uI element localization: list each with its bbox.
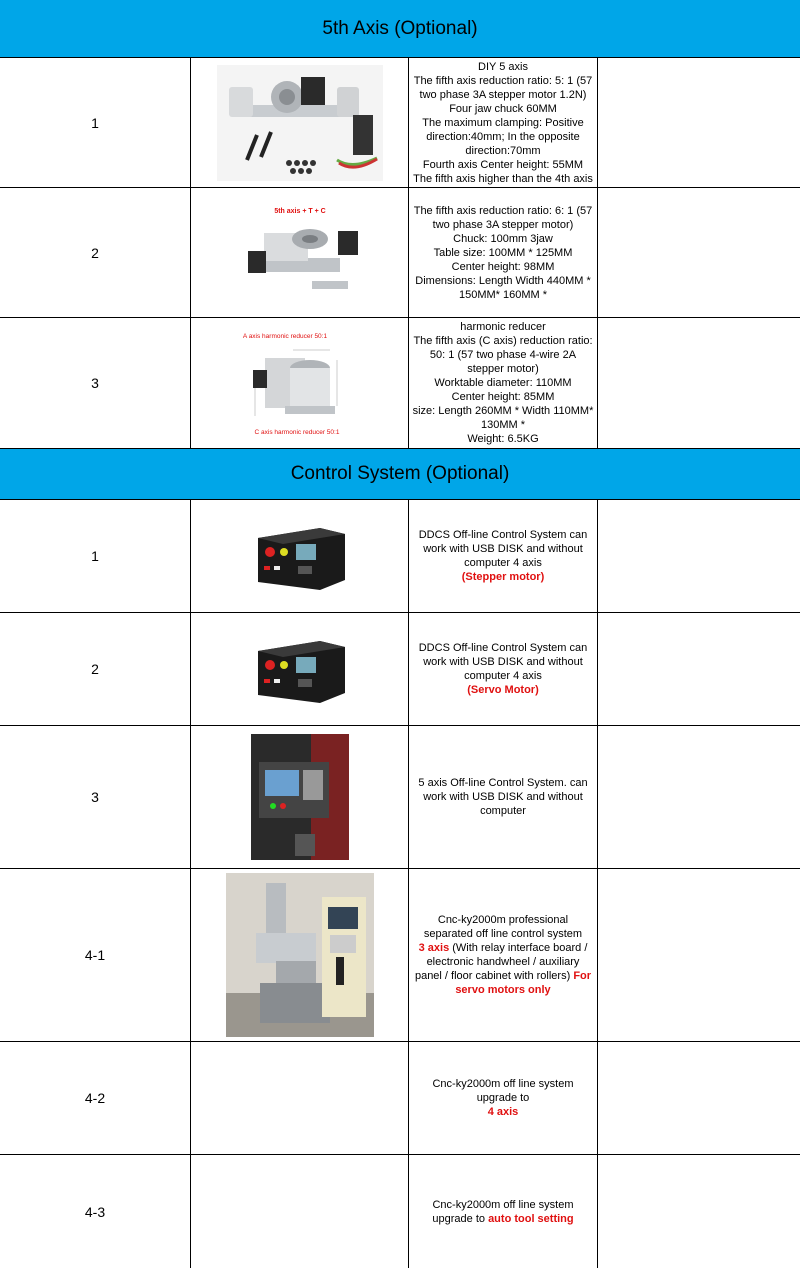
desc-line: Worktable diameter: 110MM xyxy=(434,377,572,389)
table-row xyxy=(0,1042,800,1155)
desc-text: DDCS Off-line Control System can work with USB DISK and without computer 4 axis xyxy=(418,529,588,569)
section-header-5th-axis xyxy=(0,0,800,58)
desc-line: The fifth axis higher than the 4th axis xyxy=(413,172,593,185)
five-axis-controller-image xyxy=(251,734,349,860)
product-image-cell xyxy=(190,726,408,868)
row-number: 3 xyxy=(91,789,99,805)
desc-mixed-line xyxy=(412,941,594,997)
empty-cell xyxy=(597,500,800,612)
section-title: Control System (Optional) xyxy=(290,463,510,484)
image-caption-top: A axis harmonic reducer 50:1 xyxy=(242,333,327,340)
desc-line: Table size: 100MM * 125MM xyxy=(433,246,573,259)
table-row xyxy=(0,726,800,869)
table-row xyxy=(0,613,800,726)
product-image-cell xyxy=(190,188,408,317)
desc-highlight: auto tool setting xyxy=(488,1212,574,1225)
desc-line: DIY 5 axis xyxy=(478,60,528,73)
empty-cell xyxy=(597,318,800,448)
table-row xyxy=(0,58,800,188)
desc-highlight: (Servo Motor) xyxy=(467,684,539,696)
row-number: 1 xyxy=(91,548,99,564)
desc-highlight: (Stepper motor) xyxy=(461,571,545,583)
table-row xyxy=(0,318,800,449)
empty-image-cell xyxy=(190,1042,408,1154)
product-description xyxy=(408,1155,597,1268)
image-caption-bottom: C axis harmonic reducer 50:1 xyxy=(254,429,339,436)
desc-line: The fifth axis (C axis) reduction ratio: 50: 1 (57 two phase 4-wire 2A stepper motor) xyxy=(413,335,593,375)
harmonic-reducer-image xyxy=(235,328,365,438)
empty-cell xyxy=(597,869,800,1041)
product-description xyxy=(408,500,597,612)
product-description xyxy=(408,188,597,317)
section-title: 5th Axis (Optional) xyxy=(322,17,478,39)
desc-line: The fifth axis reduction ratio: 5: 1 (57 two phase 3A stepper motor 1.2N) xyxy=(413,74,593,101)
desc-line: size: Length 260MM * Width 110MM* 130MM * xyxy=(412,405,594,431)
desc-line: Four jaw chuck 60MM xyxy=(449,102,557,115)
row-number: 4-2 xyxy=(84,1090,106,1106)
product-description xyxy=(408,318,597,448)
empty-cell xyxy=(597,58,800,187)
row-number: 4-3 xyxy=(84,1203,106,1220)
ddcs-stepper-controller-image xyxy=(250,518,350,594)
product-description xyxy=(408,1042,597,1154)
empty-cell xyxy=(597,613,800,725)
product-image-cell xyxy=(190,500,408,612)
image-caption: 5th axis + T + C xyxy=(273,207,326,215)
table-row xyxy=(0,1155,800,1268)
desc-highlight: 3 axis xyxy=(418,942,450,954)
empty-cell xyxy=(597,726,800,868)
desc-highlight: For servo motors only xyxy=(455,970,592,996)
table-row xyxy=(0,188,800,318)
row-number: 4-1 xyxy=(84,947,106,963)
desc-text: DDCS Off-line Control System can work with USB DISK and without computer 4 axis xyxy=(418,642,588,682)
desc-line: Chuck: 100mm 3jaw xyxy=(453,232,553,245)
empty-image-cell xyxy=(190,1155,408,1268)
ddcs-servo-controller-image xyxy=(250,631,350,707)
desc-highlight: 4 axis xyxy=(487,1106,519,1118)
fifth-axis-tc-image xyxy=(230,203,370,303)
table-row xyxy=(0,869,800,1042)
desc-line: The maximum clamping: Positive direction:40mm; In the opposite direction:70mm xyxy=(422,116,584,157)
desc-text: 5 axis Off-line Control System. can work with USB DISK and without computer xyxy=(418,777,588,817)
product-image-cell xyxy=(190,58,408,187)
section-header-control-system xyxy=(0,449,800,500)
desc-text: (With relay interface board / electronic handwheel / auxiliary panel / floor cabinet with rollers) xyxy=(414,942,588,982)
empty-cell xyxy=(597,1042,800,1154)
desc-line: Center height: 98MM xyxy=(451,260,555,273)
product-image-cell xyxy=(190,613,408,725)
desc-line: harmonic reducer xyxy=(460,321,546,333)
desc-line: Dimensions: Length Width 440MM * 150MM* 160MM * xyxy=(415,274,591,301)
diy-5-axis-image xyxy=(217,65,383,181)
product-description xyxy=(408,726,597,868)
desc-line: Center height: 85MM xyxy=(451,391,555,403)
row-number: 2 xyxy=(91,661,99,677)
desc-line: The fifth axis reduction ratio: 6: 1 (57 two phase 3A stepper motor) xyxy=(413,204,593,231)
row-number: 3 xyxy=(91,375,99,391)
cnc-ky2000m-machine-image xyxy=(226,873,374,1037)
empty-cell xyxy=(597,188,800,317)
row-number: 2 xyxy=(91,244,99,261)
desc-text: Cnc-ky2000m off line system upgrade to xyxy=(432,1198,574,1225)
empty-cell xyxy=(597,1155,800,1268)
row-number: 1 xyxy=(91,114,99,131)
desc-text: Cnc-ky2000m off line system upgrade to xyxy=(432,1078,574,1104)
desc-mixed-line xyxy=(412,1198,594,1226)
desc-line: Fourth axis Center height: 55MM xyxy=(422,158,584,171)
product-image-cell xyxy=(190,869,408,1041)
table-row xyxy=(0,500,800,613)
desc-line: Weight: 6.5KG xyxy=(467,433,539,445)
desc-text: Cnc-ky2000m professional separated off line control system xyxy=(423,914,583,940)
product-image-cell xyxy=(190,318,408,448)
product-description xyxy=(408,58,597,187)
product-description xyxy=(408,869,597,1041)
product-description xyxy=(408,613,597,725)
